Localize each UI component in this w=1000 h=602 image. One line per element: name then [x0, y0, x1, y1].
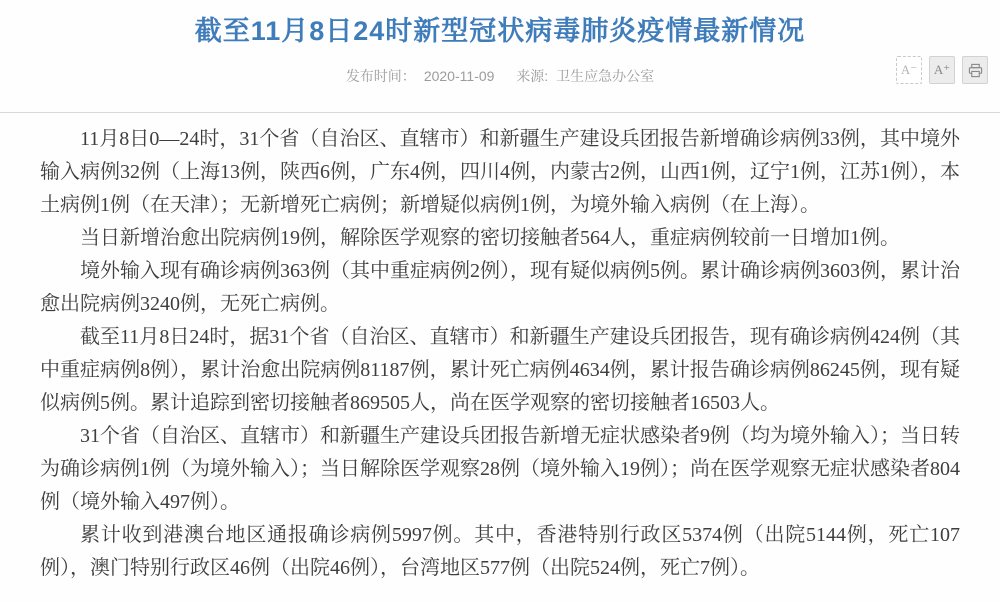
font-toolbar: [896, 56, 988, 84]
font-increase-button[interactable]: A⁺: [929, 56, 955, 84]
print-button[interactable]: [962, 56, 988, 84]
article-body: [0, 113, 1000, 585]
printer-icon: [968, 63, 983, 78]
page-title: 截至11月8日24时新型冠状病毒肺炎疫情最新情况: [194, 16, 806, 46]
article-paragraph: 截至11月8日24时，据31个省（自治区、直辖市）和新疆生产建设兵团报告，现有确诊病例424例（其中重症病例8例），累计治愈出院病例81187例，累计死亡病例4634例，累计报告确诊病例86245例，现有疑似病例5例。累计追踪到密切接触者869505人，尚在医学观察的密切接触者16503人。: [40, 326, 960, 414]
article-meta: [0, 48, 1000, 86]
publish-time-value: 2020-11-09: [423, 68, 495, 84]
article-header: [0, 0, 1000, 113]
meta-row: [0, 48, 1000, 98]
font-decrease-button[interactable]: A⁻: [896, 56, 922, 84]
article-paragraph: 当日新增治愈出院病例19例，解除医学观察的密切接触者564人，重症病例较前一日增加1例。: [80, 227, 900, 249]
source-value: 卫生应急办公室: [556, 68, 655, 84]
publish-time-label: 发布时间：: [345, 68, 416, 84]
article-paragraph: 31个省（自治区、直辖市）和新疆生产建设兵团报告新增无症状感染者9例（均为境外输入）；当日转为确诊病例1例（为境外输入）；当日解除医学观察28例（境外输入19例）；尚在医学观察无症状感染者804例（境外输入497例）。: [40, 425, 960, 513]
source-label: 来源:: [516, 68, 549, 84]
article-paragraph: 境外输入现有确诊病例363例（其中重症病例2例），现有疑似病例5例。累计确诊病例3603例，累计治愈出院病例3240例，无死亡病例。: [40, 260, 960, 315]
article-paragraph: 11月8日0—24时，31个省（自治区、直辖市）和新疆生产建设兵团报告新增确诊病例33例，其中境外输入病例32例（上海13例，陕西6例，广东4例，四川4例，内蒙古2例，山西1例，辽宁1例，江苏1例），本土病例1例（在天津）；无新增死亡病例；新增疑似病例1例，为境外输入病例（在上海）。: [40, 128, 960, 216]
article-paragraph: 累计收到港澳台地区通报确诊病例5997例。其中，香港特别行政区5374例（出院5144例，死亡107例），澳门特别行政区46例（出院46例），台湾地区577例（出院524例，死亡7例）。: [40, 524, 960, 579]
